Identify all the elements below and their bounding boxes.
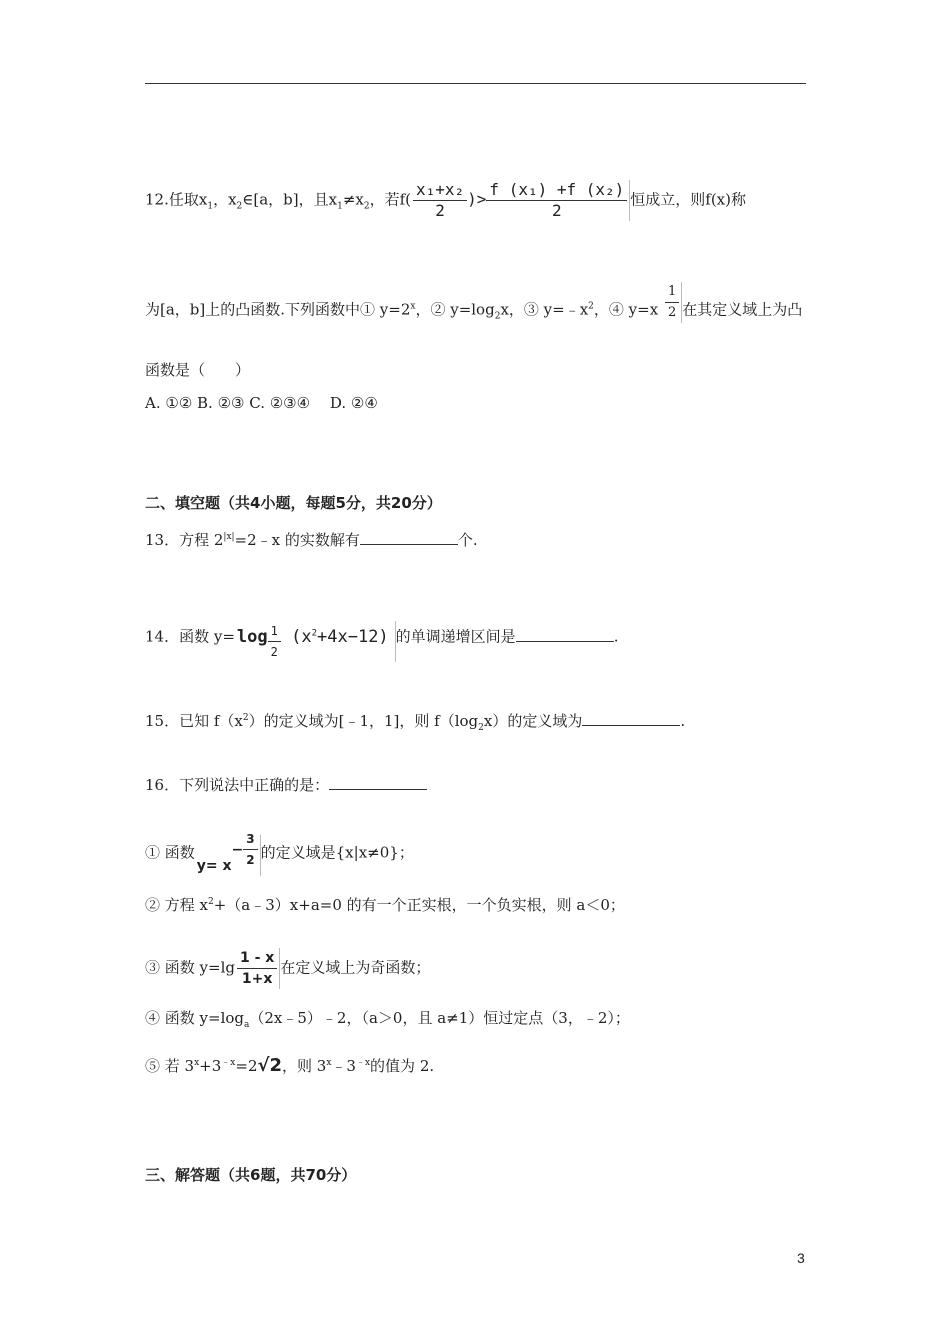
header-rule bbox=[145, 83, 806, 84]
page-number: 3 bbox=[797, 1250, 805, 1266]
q12-text: 12.任取x bbox=[145, 190, 208, 209]
section3-title: 三、解答题（共6题，共70分） bbox=[145, 1166, 357, 1184]
log-fraction-formula: $\frac{1 - x}{1+x}$ bbox=[235, 948, 280, 989]
q12-line3: 函数是（ ） bbox=[145, 361, 251, 379]
q16-statement-5: ⑤ 若 $3^x+3^{﹣x}=2√2$，则 $3^x﹣3^{﹣x}$的值为 2. bbox=[145, 1055, 435, 1076]
q16-statement-3: ③ 函数 y=lg $\frac{1 - x}{1+x}$ 在定义域上为奇函数； bbox=[145, 950, 431, 987]
q12-line2: 为[a，b]上的凸函数.下列函数中① $y=2^x$，② $y=\log_2x$，③ $y=﹣x^2$，④ y=x $\frac{1}{2}$ 在其定义域上为凸 bbox=[145, 284, 803, 322]
q14: 14．函数 y= log $\frac{1}{2}$ $(x^2+4x-12)$ 的单调递增区间是 . bbox=[145, 617, 618, 658]
q16-title: 16．下列说法中正确的是： bbox=[145, 775, 427, 795]
answer-blank[interactable] bbox=[582, 711, 680, 726]
answer-blank[interactable] bbox=[516, 627, 614, 642]
q16-statement-4: ④ 函数 $y=\log_a(2x﹣5)﹣2$，（a＞0，且 a≠1）恒过定点（3，﹣2）； bbox=[145, 1009, 630, 1030]
q13: 13．方程 $2^{|x|}=2﹣x$ 的实数解有 个. bbox=[145, 531, 478, 549]
answer-blank[interactable] bbox=[360, 530, 458, 545]
power-formula: y= x− $\frac{3}{2}$ bbox=[195, 835, 261, 876]
log-formula: log $\frac{1}{2}$ $(x^2+4x-12)$ bbox=[235, 621, 396, 662]
q15: 15．已知 $f(x^2)$的定义域为[﹣1，1]，则 $f(\log_2x)$的定义域为 . bbox=[145, 712, 686, 733]
fraction: $\frac{\text{x₁+x₂}}{2}$ bbox=[413, 180, 467, 221]
q16-statement-1: ① 函数y= x− $\frac{3}{2}$ 的定义域是{x|x≠0}； bbox=[145, 833, 414, 874]
fraction: $\frac{\text{f (x₁) +f (x₂)}}{2}$ bbox=[486, 180, 627, 221]
q16-statement-2: ② 方程 $x^2+(a﹣3)x+a=0$ 的有一个正实根，一个负实根，则 a＜0； bbox=[145, 896, 625, 914]
q12-options: A. ①② B. ②③ C. ②③④ D. ②④ bbox=[145, 394, 378, 412]
q12-line1: 12.任取$x_1$，$x_2\in[a$，b]，且$x_1\ne x_2$，若f( $\frac{\text{x₁+x₂}}{2}$ )> $\frac{\text{f (x₁) +f (x₂)}}{2}$ 恒成立，则f(x)称 bbox=[145, 180, 746, 220]
q12-formula: $\frac{\text{x₁+x₂}}{2}$ )> $\frac{\text{f (x₁) +f (x₂)}}{2}$ bbox=[411, 180, 630, 221]
section2-title: 二、填空题（共4小题，每题5分，共20分） bbox=[145, 494, 442, 512]
answer-blank[interactable] bbox=[329, 775, 427, 790]
sqrt-2: √2 bbox=[257, 1055, 283, 1076]
half-exponent: $\frac{1}{2}$ bbox=[663, 282, 682, 323]
